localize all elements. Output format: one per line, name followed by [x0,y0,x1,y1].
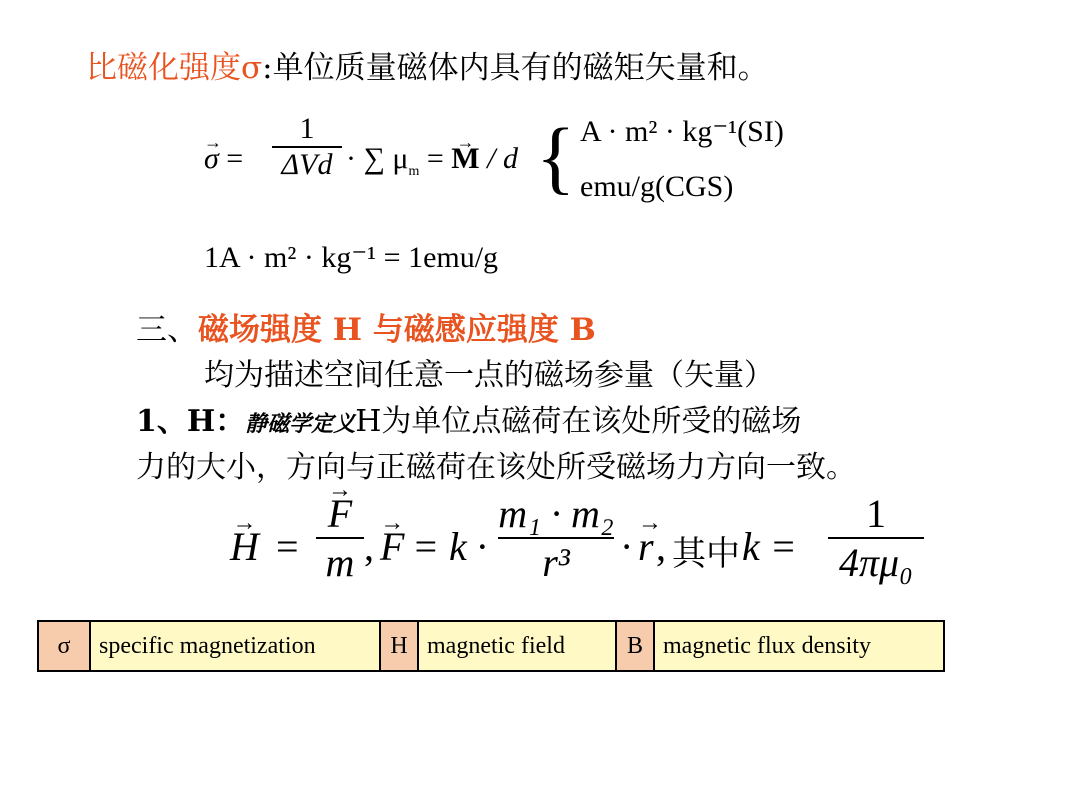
item-tag: 静磁学定义 [245,411,356,437]
comma-2: , [656,524,666,569]
body-line-2 [136,396,801,440]
over-density: / d [487,142,518,175]
comma-1: , [364,524,374,569]
fraction-m1m2-over-r3 [498,490,614,586]
fraction-1-over-dvd [272,112,342,182]
definition-line [86,42,769,87]
mass-m: m [325,540,355,585]
sum-mu: · ∑ μ [346,142,409,175]
item-label: 1、H： [136,404,246,439]
glossary-term: H [380,621,418,671]
f-vector: → F [316,490,364,537]
glossary-term: σ [38,621,90,671]
glossary-table [37,620,945,672]
k-equals: k = [742,524,797,569]
section-title [136,304,596,349]
m1-times-m2: m₁ · m₂ [498,491,614,536]
item-text: H为单位点磁荷在该处所受的磁场 [355,404,802,439]
equals-k: = k · [412,524,487,569]
glossary-definition: magnetic field [418,621,616,671]
unit-cgs: emu/g(CGS) [580,170,734,203]
r-cubed: r³ [542,540,570,585]
section-number: 三、 [136,312,198,348]
fraction-1-over-4pimu0 [828,490,924,586]
glossary-row [38,621,944,671]
equals-sign: = [226,142,244,175]
f-vector-2: → F [380,523,404,570]
glossary-definition: magnetic flux density [654,621,944,671]
unit-conversion-equation: 1A · m² · kg⁻¹ = 1emu/g [204,241,499,274]
body-line-1: 均为描述空间任意一点的磁场参量（矢量） [204,358,774,393]
r-vector: → r [638,523,654,570]
definition-text: 单位质量磁体内具有的磁矩矢量和。 [272,50,769,86]
subscript-m: m [408,164,420,179]
numerator: 1 [299,112,315,145]
h-vector: → H [230,523,259,570]
dot: · [620,524,634,569]
magnetization-vector: → M [451,142,479,176]
term-sigma: 比磁化强度σ [86,50,263,86]
equals-sign-3: = [276,524,299,569]
four-pi-mu0: 4πμ₀ [838,540,914,585]
sigma-symbol: → σ [204,142,219,176]
fraction-f-over-m [316,490,364,586]
where-label: 其中 [672,534,740,574]
numerator-one: 1 [866,491,886,536]
equals-sign-2: = [426,142,444,175]
unit-si: A · m² · kg⁻¹(SI) [580,115,784,148]
glossary-term: B [616,621,654,671]
denominator: ΔVd [281,148,333,181]
glossary-definition: specific magnetization [90,621,380,671]
colon: : [262,50,273,86]
section-heading: 磁场强度 H 与磁感应强度 B [198,312,596,348]
brace: { [536,111,576,202]
body-line-3: 力的大小，方向与正磁荷在该处所受磁场力方向一致。 [136,450,856,485]
